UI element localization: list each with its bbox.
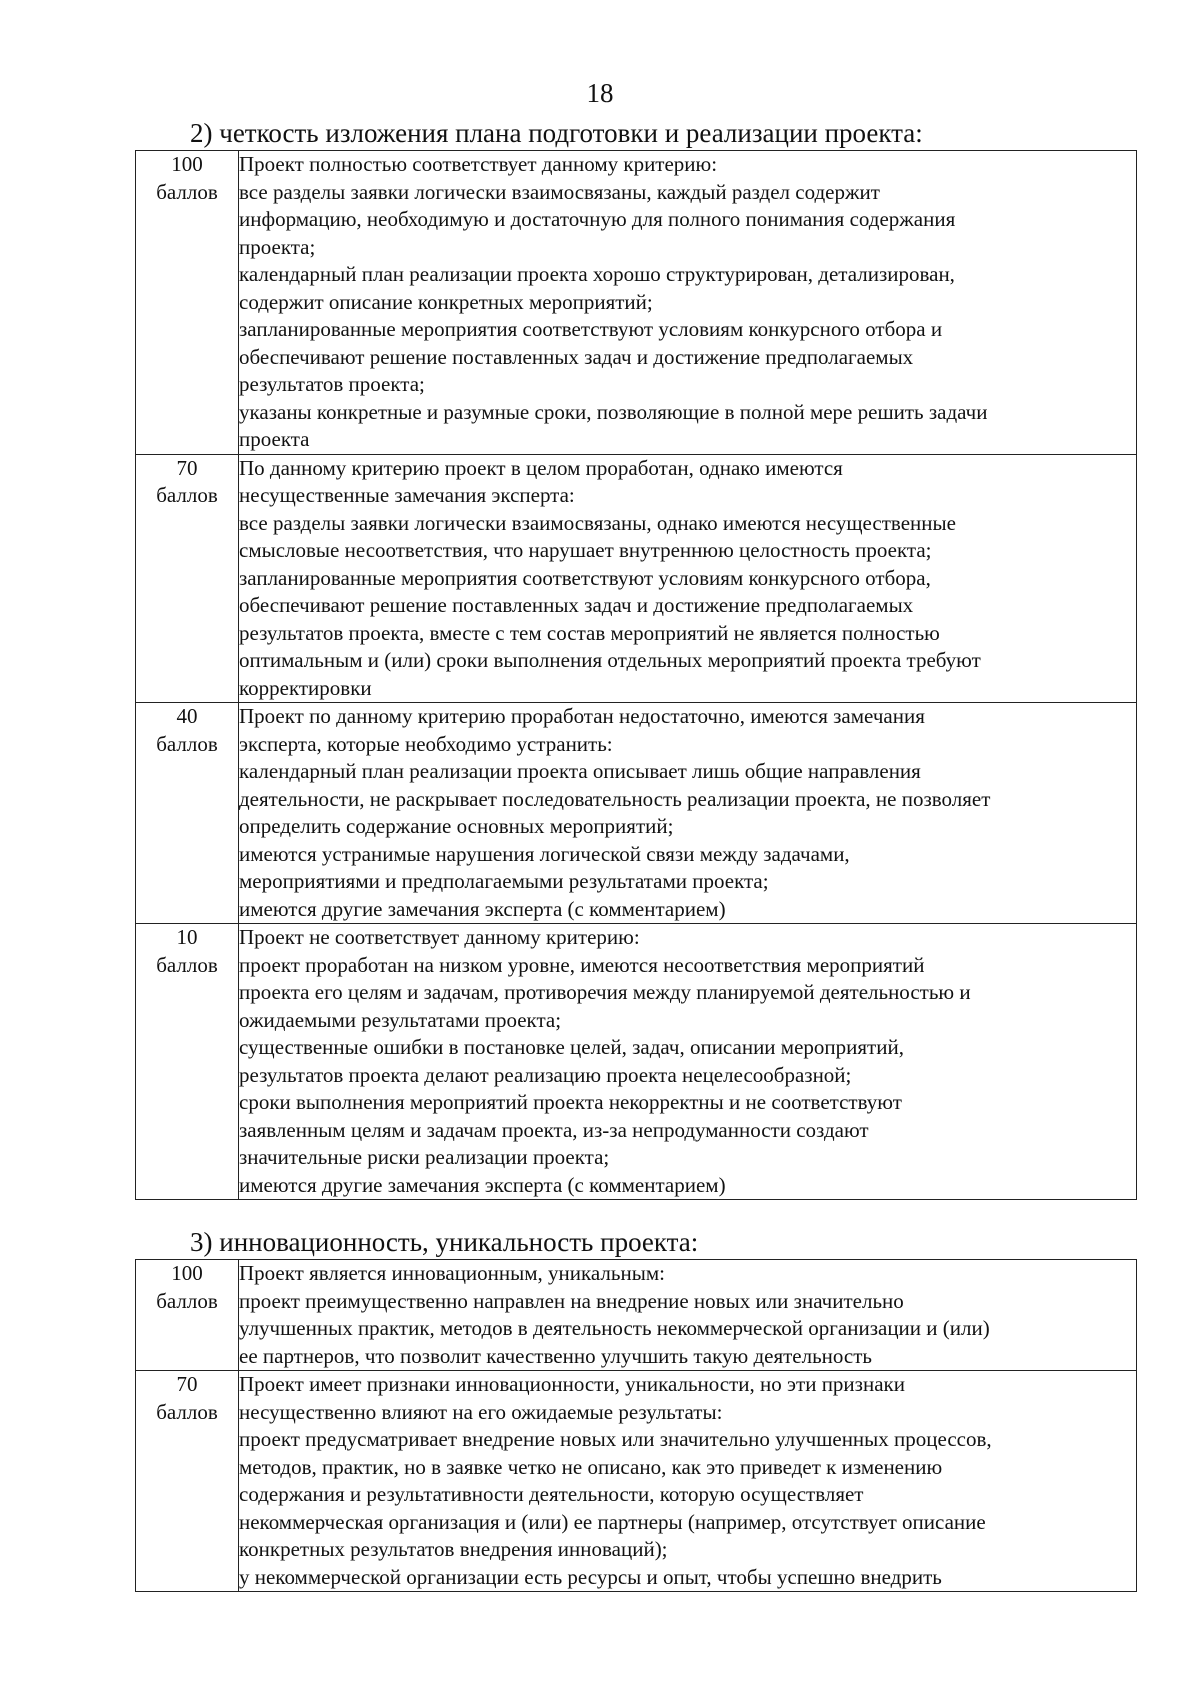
score-unit: баллов xyxy=(156,483,218,507)
description-line: запланированные мероприятия соответствуют условиям конкурсного отбора и xyxy=(239,317,943,341)
description-line: содержания и результативности деятельности, которую осуществляет xyxy=(239,1482,864,1506)
description-line: эксперта, которые необходимо устранить: xyxy=(239,731,613,756)
score-cell xyxy=(136,924,239,1200)
description-line: обеспечивают решение поставленных задач и достижение предполагаемых xyxy=(239,344,914,369)
description-line: значительные риски реализации проекта; xyxy=(239,1145,610,1169)
description-line: оптимальным и (или) сроки выполнения отдельных мероприятий проекта требуют xyxy=(239,648,981,672)
description-line: все разделы заявки логически взаимосвязаны, однако имеются несущественные xyxy=(239,510,956,535)
description-line: Проект полностью соответствует данному критерию: xyxy=(239,152,718,176)
description-line: запланированные мероприятия соответствуют условиям конкурсного отбора, xyxy=(239,565,931,590)
description-line: у некоммерческой организации есть ресурсы и опыт, чтобы успешно внедрить xyxy=(239,1564,942,1589)
section-3-heading: 3) инновационность, уникальность проекта: xyxy=(190,1227,699,1257)
criteria-table-section-3 xyxy=(135,1259,1137,1592)
score-cell xyxy=(136,1371,239,1592)
score-value: 40 xyxy=(176,704,198,728)
criteria-row xyxy=(136,703,1137,924)
description-line: проекта его целям и задачам, противоречия между планируемой деятельностью и xyxy=(239,980,971,1004)
description-line: содержит описание конкретных мероприятий; xyxy=(239,289,653,314)
criteria-row xyxy=(136,151,1137,455)
description-line: ее партнеров, что позволит качественно улучшить такую деятельность xyxy=(239,1343,873,1368)
description-line: имеются другие замечания эксперта (с комментарием) xyxy=(239,1172,726,1197)
description-line: имеются устранимые нарушения логической связи между задачами, xyxy=(239,841,850,866)
criteria-description xyxy=(239,924,1137,1200)
description-line: проекта; xyxy=(239,234,316,259)
criteria-row xyxy=(136,454,1137,703)
description-line: определить содержание основных мероприятий; xyxy=(239,814,674,838)
description-line: ожидаемыми результатами проекта; xyxy=(239,1007,562,1032)
criteria-row xyxy=(136,1260,1137,1371)
criteria-description xyxy=(239,454,1137,703)
description-line: результатов проекта, вместе с тем состав мероприятий не является полностью xyxy=(239,620,940,645)
score-unit: баллов xyxy=(156,952,218,977)
description-line: проект преимущественно направлен на внедрение новых или значительно xyxy=(239,1288,904,1313)
score-unit: баллов xyxy=(156,731,218,756)
score-cell xyxy=(136,703,239,924)
score-value: 70 xyxy=(176,455,198,480)
description-line: результатов проекта; xyxy=(239,372,425,396)
score-value: 70 xyxy=(176,1372,198,1396)
criteria-row xyxy=(136,1371,1137,1592)
description-line: существенные ошибки в постановке целей, задач, описании мероприятий, xyxy=(239,1035,904,1059)
description-line: имеются другие замечания эксперта (с комментарием) xyxy=(239,896,726,921)
description-line: календарный план реализации проекта хорошо структурирован, детализирован, xyxy=(239,262,955,286)
score-unit: баллов xyxy=(156,179,218,204)
description-line: заявленным целям и задачам проекта, из-за непродуманности создают xyxy=(239,1117,869,1142)
score-value: 100 xyxy=(171,1261,203,1285)
criteria-table-section-2 xyxy=(135,150,1137,1200)
description-line: мероприятиями и предполагаемыми результатами проекта; xyxy=(239,869,769,893)
description-line: обеспечивают решение поставленных задач и достижение предполагаемых xyxy=(239,593,914,617)
criteria-description xyxy=(239,703,1137,924)
score-unit: баллов xyxy=(156,1288,218,1313)
score-unit: баллов xyxy=(156,1399,218,1424)
description-line: проект предусматривает внедрение новых или значительно улучшенных процессов, xyxy=(239,1427,992,1451)
section-2-heading: 2) четкость изложения плана подготовки и реализации проекта: xyxy=(190,118,923,148)
description-line: Проект по данному критерию проработан недостаточно, имеются замечания xyxy=(239,704,925,728)
description-line: некоммерческая организация и (или) ее партнеры (например, отсутствует описание xyxy=(239,1509,986,1534)
description-line: По данному критерию проект в целом проработан, однако имеются xyxy=(239,455,843,480)
criteria-row xyxy=(136,924,1137,1200)
score-cell xyxy=(136,1260,239,1371)
description-line: конкретных результатов внедрения инноваций); xyxy=(239,1537,668,1561)
score-value: 10 xyxy=(176,925,198,949)
description-line: корректировки xyxy=(239,675,372,700)
description-line: указаны конкретные и разумные сроки, позволяющие в полной мере решить задачи xyxy=(239,399,988,424)
score-cell xyxy=(136,454,239,703)
description-line: деятельности, не раскрывает последовательность реализации проекта, не позволяет xyxy=(239,786,991,811)
description-line: несущественно влияют на его ожидаемые результаты: xyxy=(239,1399,723,1424)
score-cell xyxy=(136,151,239,455)
description-line: проект проработан на низком уровне, имеются несоответствия мероприятий xyxy=(239,952,925,977)
criteria-description xyxy=(239,151,1137,455)
description-line: несущественные замечания эксперта: xyxy=(239,483,575,507)
description-line: смысловые несоответствия, что нарушает внутреннюю целостность проекта; xyxy=(239,538,932,562)
description-line: результатов проекта делают реализацию проекта нецелесообразной; xyxy=(239,1062,852,1087)
criteria-description xyxy=(239,1371,1137,1592)
description-line: Проект является инновационным, уникальным: xyxy=(239,1261,665,1285)
criteria-description xyxy=(239,1260,1137,1371)
description-line: Проект имеет признаки инновационности, уникальности, но эти признаки xyxy=(239,1372,905,1396)
score-value: 100 xyxy=(171,152,203,176)
description-line: информацию, необходимую и достаточную для полного понимания содержания xyxy=(239,207,956,231)
description-line: методов, практик, но в заявке четко не описано, как это приведет к изменению xyxy=(239,1454,943,1479)
description-line: сроки выполнения мероприятий проекта некорректны и не соответствуют xyxy=(239,1090,902,1114)
page-number: 18 xyxy=(586,78,614,108)
description-line: Проект не соответствует данному критерию: xyxy=(239,925,640,949)
description-line: улучшенных практик, методов в деятельность некоммерческой организации и (или) xyxy=(239,1316,990,1340)
description-line: календарный план реализации проекта описывает лишь общие направления xyxy=(239,759,921,783)
description-line: все разделы заявки логически взаимосвязаны, каждый раздел содержит xyxy=(239,179,880,204)
description-line: проекта xyxy=(239,427,310,451)
